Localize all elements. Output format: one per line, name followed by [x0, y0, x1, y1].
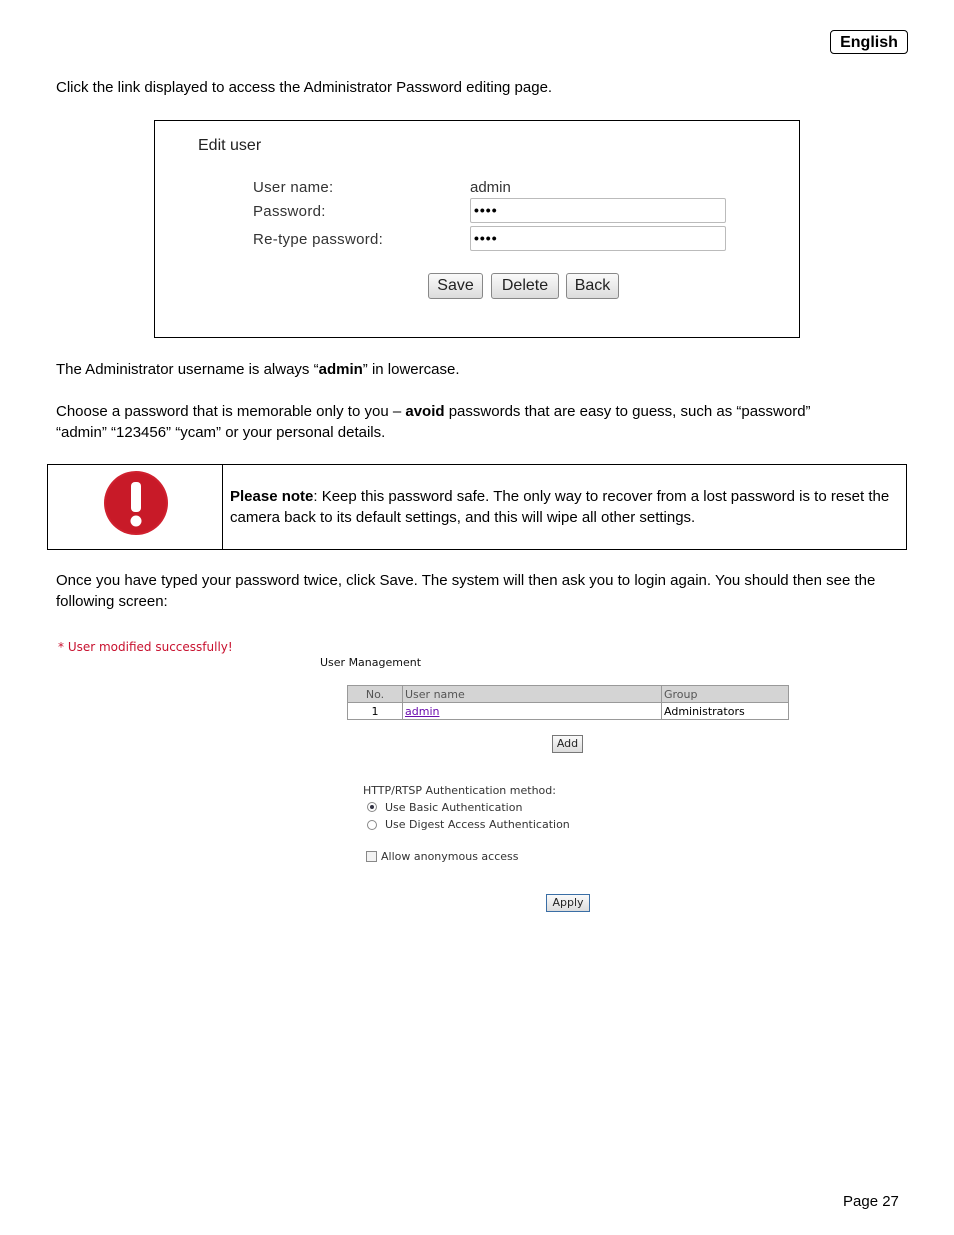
- back-button[interactable]: Back: [566, 273, 619, 299]
- admin-note: The Administrator username is always “admin” in lowercase.: [56, 361, 460, 378]
- retype-password-input[interactable]: ••••: [470, 226, 726, 251]
- language-badge: English: [830, 30, 908, 54]
- success-message: * User modified successfully!: [58, 640, 233, 654]
- table-header-row: [348, 686, 789, 703]
- basic-auth-radio[interactable]: [367, 802, 377, 812]
- note-divider: [222, 464, 223, 550]
- page-number: Page 27: [843, 1193, 899, 1210]
- user-management-title: User Management: [320, 656, 422, 669]
- edit-user-title: Edit user: [198, 137, 262, 154]
- please-note-text: Please note: Keep this password safe. The only way to recover from a lost password is to reset the camera back to its default settings, and this will wipe all other settings.: [230, 488, 890, 526]
- choose-password-text: Choose a password that is memorable only to you – avoid passwords that are easy to guess, such as “password” “admin” “123456” “ycam” or your personal details.: [56, 403, 811, 441]
- user-table: [347, 685, 789, 720]
- username-label: User name:: [253, 179, 334, 196]
- username-value: admin: [470, 179, 511, 196]
- password-input[interactable]: ••••: [470, 198, 726, 223]
- col-user-name: User name: [403, 686, 662, 703]
- auth-method-label: HTTP/RTSP Authentication method:: [363, 784, 556, 797]
- row-user-link[interactable]: [403, 703, 662, 720]
- once-typed-text: Once you have typed your password twice, click Save. The system will then ask you to login again. You should then see the following screen:: [56, 572, 876, 610]
- intro-text: Click the link displayed to access the Administrator Password editing page.: [56, 79, 553, 96]
- password-label: Password:: [253, 203, 326, 220]
- anonymous-access-label: Allow anonymous access: [381, 850, 519, 863]
- retype-password-label: Re-type password:: [253, 231, 384, 248]
- digest-auth-radio[interactable]: [367, 820, 377, 830]
- delete-button[interactable]: Delete: [491, 273, 559, 299]
- apply-button[interactable]: Apply: [546, 894, 590, 912]
- col-group: Group: [662, 686, 789, 703]
- save-button[interactable]: Save: [428, 273, 483, 299]
- digest-auth-label: Use Digest Access Authentication: [385, 818, 570, 831]
- warning-icon: [103, 470, 169, 536]
- basic-auth-label: Use Basic Authentication: [385, 801, 523, 814]
- row-no: 1: [348, 703, 403, 720]
- anonymous-access-checkbox[interactable]: [366, 851, 377, 862]
- table-row: [348, 703, 789, 720]
- user-link[interactable]: admin: [405, 704, 440, 718]
- row-group: Administrators: [662, 703, 789, 720]
- col-no: No.: [348, 686, 403, 703]
- add-button[interactable]: Add: [552, 735, 583, 753]
